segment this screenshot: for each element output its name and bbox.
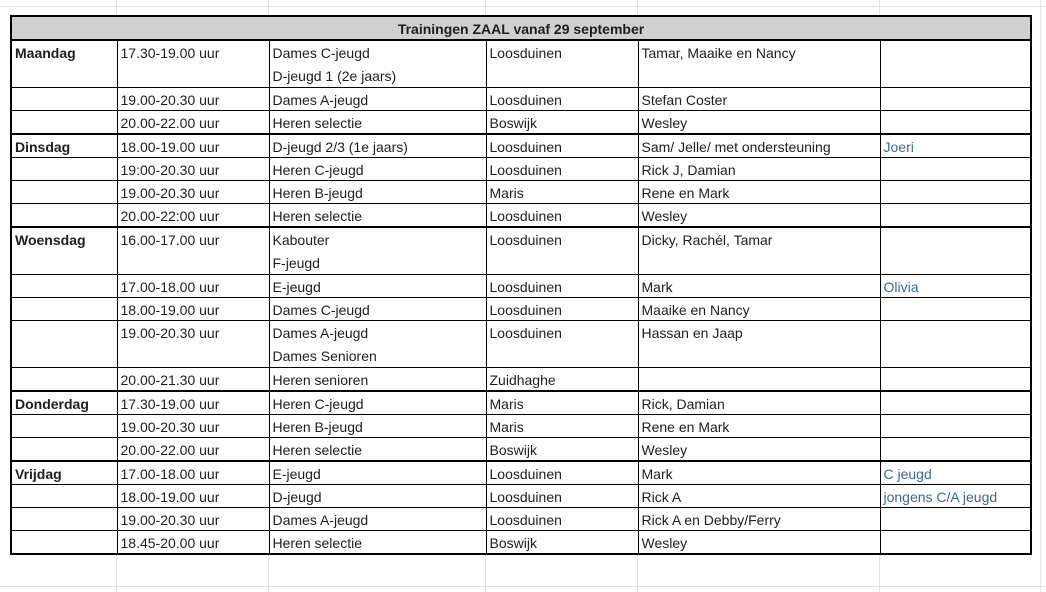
note-cell[interactable]: [880, 508, 1031, 531]
schedule-row: [11, 485, 1031, 508]
trainer-cell[interactable]: Mark: [638, 275, 880, 298]
time-cell[interactable]: 17.30-19.00 uur: [117, 391, 269, 415]
time-cell[interactable]: 17.00-18.00 uur: [117, 275, 269, 298]
trainer-cell[interactable]: Wesley: [638, 204, 880, 228]
schedule-row: [11, 508, 1031, 531]
team-cell[interactable]: [269, 438, 486, 462]
note-cell[interactable]: [880, 88, 1031, 111]
schedule-row: [11, 438, 1031, 462]
team-cell[interactable]: [269, 508, 486, 531]
team-name: F-jeugd: [272, 255, 320, 271]
day-cell[interactable]: [11, 415, 117, 438]
team-name: Heren B-jeugd: [272, 185, 363, 201]
location-cell[interactable]: Boswijk: [486, 531, 638, 555]
trainer-cell[interactable]: Maaike en Nancy: [638, 298, 880, 321]
day-cell[interactable]: Vrijdag: [11, 461, 117, 485]
time-cell[interactable]: 20.00-22.00 uur: [117, 438, 269, 462]
day-cell[interactable]: [11, 204, 117, 228]
trainer-cell[interactable]: [638, 368, 880, 392]
team-name: D-jeugd 2/3 (1e jaars): [272, 139, 408, 155]
location-cell[interactable]: Maris: [486, 391, 638, 415]
day-cell[interactable]: [11, 88, 117, 111]
trainer-cell[interactable]: Wesley: [638, 438, 880, 462]
note-cell[interactable]: jongens C/A jeugd: [880, 485, 1031, 508]
team-cell[interactable]: [269, 40, 486, 88]
day-cell[interactable]: [11, 508, 117, 531]
schedule-row: [11, 275, 1031, 298]
schedule-row: [11, 40, 1031, 88]
team-name: E-jeugd: [272, 279, 321, 295]
location-cell[interactable]: Loosduinen: [486, 134, 638, 158]
trainer-cell[interactable]: Rick A: [638, 485, 880, 508]
team-name: Heren C-jeugd: [272, 162, 364, 178]
schedule-title[interactable]: Trainingen ZAAL vanaf 29 september: [11, 16, 1031, 40]
note-cell[interactable]: Joeri: [880, 134, 1031, 158]
schedule-row: [11, 111, 1031, 135]
day-cell[interactable]: [11, 298, 117, 321]
location-cell[interactable]: Loosduinen: [486, 321, 638, 368]
day-cell[interactable]: [11, 531, 117, 555]
trainer-cell[interactable]: Rene en Mark: [638, 181, 880, 204]
schedule-row: [11, 158, 1031, 181]
time-cell[interactable]: 20.00-22:00 uur: [117, 204, 269, 228]
time-cell[interactable]: 19.00-20.30 uur: [117, 88, 269, 111]
note-cell[interactable]: [880, 438, 1031, 462]
time-cell[interactable]: 19.00-20.30 uur: [117, 321, 269, 368]
location-cell[interactable]: Maris: [486, 415, 638, 438]
team-name: Heren selectie: [272, 442, 362, 458]
location-cell[interactable]: Loosduinen: [486, 461, 638, 485]
note-cell[interactable]: [880, 391, 1031, 415]
note-cell[interactable]: [880, 204, 1031, 228]
note-cell[interactable]: [880, 415, 1031, 438]
location-cell[interactable]: Loosduinen: [486, 204, 638, 228]
time-cell[interactable]: 16.00-17.00 uur: [117, 227, 269, 275]
location-cell[interactable]: Loosduinen: [486, 275, 638, 298]
time-cell[interactable]: 20.00-22.00 uur: [117, 111, 269, 135]
team-cell[interactable]: [269, 158, 486, 181]
schedule-row: [11, 461, 1031, 485]
team-name: E-jeugd: [272, 466, 321, 482]
trainer-cell[interactable]: Rene en Mark: [638, 415, 880, 438]
schedule-row: [11, 181, 1031, 204]
day-cell[interactable]: [11, 321, 117, 368]
team-cell[interactable]: [269, 227, 486, 275]
team-name: Kabouter: [272, 232, 330, 248]
note-cell[interactable]: [880, 227, 1031, 275]
team-cell[interactable]: [269, 368, 486, 392]
location-cell[interactable]: Loosduinen: [486, 227, 638, 275]
team-cell[interactable]: [269, 181, 486, 204]
team-name: Dames C-jeugd: [272, 302, 370, 318]
time-cell[interactable]: 18.00-19.00 uur: [117, 298, 269, 321]
sheet-gridline: [0, 586, 1046, 587]
note-cell[interactable]: [880, 531, 1031, 555]
location-cell[interactable]: Loosduinen: [486, 485, 638, 508]
day-cell[interactable]: Donderdag: [11, 391, 117, 415]
team-cell[interactable]: [269, 415, 486, 438]
trainer-cell[interactable]: Rick, Damian: [638, 391, 880, 415]
team-name: Heren senioren: [272, 372, 369, 388]
day-cell[interactable]: [11, 275, 117, 298]
schedule-row: [11, 298, 1031, 321]
day-cell[interactable]: [11, 111, 117, 135]
schedule-row: [11, 415, 1031, 438]
location-cell[interactable]: Zuidhaghe: [486, 368, 638, 392]
trainer-cell[interactable]: Wesley: [638, 531, 880, 555]
team-name: D-jeugd 1 (2e jaars): [272, 68, 397, 84]
note-cell[interactable]: [880, 298, 1031, 321]
day-cell[interactable]: [11, 438, 117, 462]
location-cell[interactable]: Loosduinen: [486, 88, 638, 111]
team-cell[interactable]: [269, 485, 486, 508]
location-cell[interactable]: Loosduinen: [486, 158, 638, 181]
team-cell[interactable]: [269, 391, 486, 415]
trainer-cell[interactable]: Rick J, Damian: [638, 158, 880, 181]
time-cell[interactable]: 20.00-21.30 uur: [117, 368, 269, 392]
day-cell[interactable]: [11, 181, 117, 204]
note-cell[interactable]: C jeugd: [880, 461, 1031, 485]
team-name: Heren selectie: [272, 115, 362, 131]
trainer-cell[interactable]: Dicky, Rachél, Tamar: [638, 227, 880, 275]
time-cell[interactable]: 17.00-18.00 uur: [117, 461, 269, 485]
schedule-row: [11, 134, 1031, 158]
trainer-cell[interactable]: Stefan Coster: [638, 88, 880, 111]
time-cell[interactable]: 18.45-20.00 uur: [117, 531, 269, 555]
team-cell[interactable]: [269, 275, 486, 298]
sheet-gridline: [0, 6, 1046, 7]
team-cell[interactable]: [269, 531, 486, 555]
time-cell[interactable]: 19.00-20.30 uur: [117, 508, 269, 531]
location-cell[interactable]: Maris: [486, 181, 638, 204]
note-cell[interactable]: [880, 368, 1031, 392]
team-name: Heren selectie: [272, 208, 362, 224]
note-cell[interactable]: [880, 40, 1031, 88]
location-cell[interactable]: Boswijk: [486, 438, 638, 462]
team-name: Heren selectie: [272, 535, 362, 551]
note-cell[interactable]: [880, 321, 1031, 368]
day-cell[interactable]: [11, 485, 117, 508]
team-cell[interactable]: [269, 88, 486, 111]
note-cell[interactable]: [880, 181, 1031, 204]
team-name: Dames A-jeugd: [272, 512, 369, 528]
note-cell[interactable]: [880, 111, 1031, 135]
note-cell[interactable]: [880, 158, 1031, 181]
day-cell[interactable]: Woensdag: [11, 227, 117, 275]
time-cell[interactable]: 19:00-20.30 uur: [117, 158, 269, 181]
team-cell[interactable]: [269, 204, 486, 228]
team-name: Dames C-jeugd: [272, 45, 370, 61]
team-name: Dames A-jeugd: [272, 92, 369, 108]
title-row: [11, 16, 1031, 40]
location-cell[interactable]: Loosduinen: [486, 298, 638, 321]
schedule-row: [11, 368, 1031, 392]
time-cell[interactable]: 17.30-19.00 uur: [117, 40, 269, 88]
trainer-cell[interactable]: Sam/ Jelle/ met ondersteuning: [638, 134, 880, 158]
trainer-cell[interactable]: Wesley: [638, 111, 880, 135]
time-cell[interactable]: 18.00-19.00 uur: [117, 134, 269, 158]
team-name: D-jeugd: [272, 489, 322, 505]
trainer-cell[interactable]: Hassan en Jaap: [638, 321, 880, 368]
trainer-cell[interactable]: Rick A en Debby/Ferry: [638, 508, 880, 531]
location-cell[interactable]: Loosduinen: [486, 508, 638, 531]
time-cell[interactable]: 19.00-20.30 uur: [117, 415, 269, 438]
team-name: Heren B-jeugd: [272, 419, 363, 435]
location-cell[interactable]: Loosduinen: [486, 40, 638, 88]
time-cell[interactable]: 19.00-20.30 uur: [117, 181, 269, 204]
schedule-row: [11, 227, 1031, 275]
team-cell[interactable]: [269, 298, 486, 321]
trainer-cell[interactable]: Mark: [638, 461, 880, 485]
team-cell[interactable]: [269, 321, 486, 368]
team-cell[interactable]: [269, 134, 486, 158]
schedule-row: [11, 204, 1031, 228]
location-cell[interactable]: Boswijk: [486, 111, 638, 135]
day-cell[interactable]: Dinsdag: [11, 134, 117, 158]
team-cell[interactable]: [269, 461, 486, 485]
schedule-row: [11, 531, 1031, 555]
sheet-gridline: [1040, 0, 1041, 592]
trainer-cell[interactable]: Tamar, Maaike en Nancy: [638, 40, 880, 88]
day-cell[interactable]: Maandag: [11, 40, 117, 88]
day-cell[interactable]: [11, 368, 117, 392]
schedule-row: [11, 391, 1031, 415]
day-cell[interactable]: [11, 158, 117, 181]
time-cell[interactable]: 18.00-19.00 uur: [117, 485, 269, 508]
training-schedule-table: [10, 15, 1032, 555]
team-name: Heren C-jeugd: [272, 396, 364, 412]
team-name: Dames Senioren: [272, 348, 377, 364]
team-name: Dames A-jeugd: [272, 325, 369, 341]
schedule-row: [11, 321, 1031, 368]
schedule-row: [11, 88, 1031, 111]
team-cell[interactable]: [269, 111, 486, 135]
note-cell[interactable]: Olivia: [880, 275, 1031, 298]
